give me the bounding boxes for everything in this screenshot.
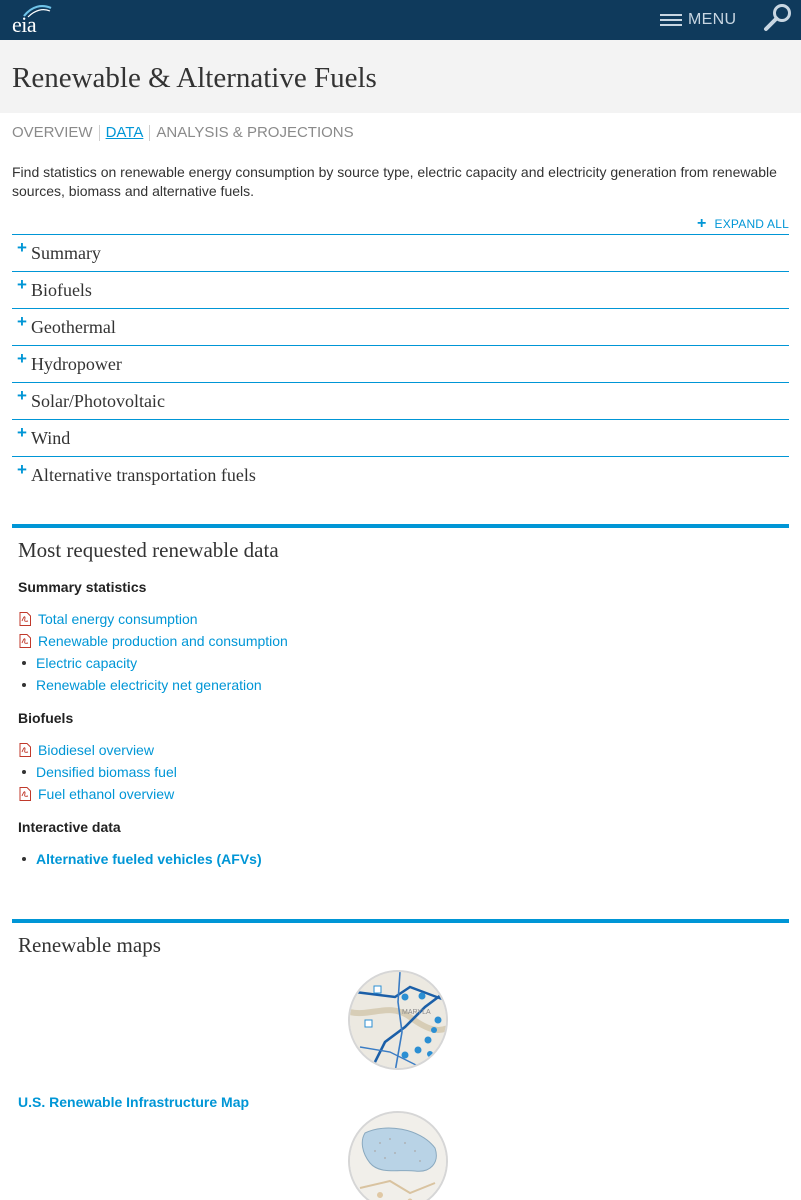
list-item (18, 610, 198, 628)
accordion-label: Summary (30, 242, 101, 263)
bullet-icon (22, 770, 26, 774)
accordion-item-solar[interactable] (12, 382, 789, 419)
renewable-maps-title: Renewable maps (18, 933, 161, 957)
link-fuel-ethanol-overview[interactable]: Fuel ethanol overview (38, 786, 175, 802)
list-item (18, 763, 177, 781)
accordion-label: Wind (30, 427, 71, 448)
search-button[interactable] (762, 2, 794, 34)
subnav-overview[interactable]: OVERVIEW (12, 124, 93, 141)
list-item (18, 676, 262, 694)
accordion-label: Solar/Photovoltaic (30, 390, 165, 411)
data-accordion (12, 234, 789, 493)
accordion-item-geothermal[interactable] (12, 308, 789, 345)
subnav-data[interactable]: DATA (105, 124, 144, 141)
map-thumbnail-image (350, 1113, 448, 1200)
menu-label: MENU (688, 11, 737, 28)
hamburger-icon (660, 12, 682, 28)
link-alternative-fueled-vehicles[interactable]: Alternative fueled vehicles (AFVs) (36, 851, 262, 867)
list-item (18, 654, 137, 672)
bullet-icon (22, 683, 26, 687)
intro-text: Find statistics on renewable energy consumption by source type, electric capacity and electricity generation from renewable sources, biomass and alternative fuels. (12, 164, 777, 199)
accordion-label: Alternative transportation fuels (30, 464, 256, 485)
group-title-biofuels: Biofuels (18, 710, 74, 726)
plus-icon: + (17, 312, 27, 331)
plus-icon: + (17, 349, 27, 368)
accordion-item-hydropower[interactable] (12, 345, 789, 382)
expand-all-label: EXPAND ALL (714, 217, 789, 231)
link-total-energy-consumption[interactable]: Total energy consumption (38, 611, 198, 627)
list-item (18, 850, 262, 868)
second-map-thumbnail[interactable] (348, 1111, 448, 1200)
sub-navigation (12, 124, 354, 141)
infrastructure-map-thumbnail[interactable] (348, 970, 448, 1070)
menu-button[interactable] (660, 8, 736, 32)
title-band (0, 40, 801, 113)
map-label-maryland: MARYLA (402, 1009, 431, 1016)
top-nav-bar (0, 0, 801, 40)
plus-icon: + (17, 386, 27, 405)
link-renewable-production-consumption[interactable]: Renewable production and consumption (38, 633, 288, 649)
group-title-summary-statistics: Summary statistics (18, 579, 147, 595)
link-densified-biomass-fuel[interactable]: Densified biomass fuel (36, 764, 177, 780)
plus-icon: + (17, 238, 27, 257)
link-renewable-electricity-net-generation[interactable]: Renewable electricity net generation (36, 677, 262, 693)
accordion-label: Biofuels (30, 279, 92, 300)
link-electric-capacity[interactable]: Electric capacity (36, 655, 138, 671)
most-requested-title: Most requested renewable data (18, 538, 279, 562)
accordion-item-wind[interactable] (12, 419, 789, 456)
eia-logo[interactable] (12, 4, 52, 36)
accordion-item-summary[interactable] (12, 234, 789, 271)
plus-icon: + (17, 275, 27, 294)
page-title: Renewable & Alternative Fuels (12, 62, 377, 94)
link-biodiesel-overview[interactable]: Biodiesel overview (38, 742, 154, 758)
subnav-analysis-projections[interactable]: ANALYSIS & PROJECTIONS (156, 124, 354, 141)
subnav-divider (99, 125, 100, 141)
group-title-interactive-data: Interactive data (18, 819, 121, 835)
section-divider (12, 919, 789, 923)
accordion-item-alt-fuels[interactable] (12, 456, 789, 493)
pdf-icon (18, 612, 32, 626)
pdf-icon (18, 743, 32, 757)
section-divider (12, 524, 789, 528)
plus-icon: + (17, 460, 27, 479)
list-item (18, 785, 174, 803)
accordion-item-biofuels[interactable] (12, 271, 789, 308)
accordion-label: Hydropower (30, 353, 122, 374)
plus-icon: + (17, 423, 27, 442)
list-item (18, 741, 154, 759)
map-thumbnail-image (350, 972, 448, 1070)
accordion-label: Geothermal (30, 316, 116, 337)
bullet-icon (22, 661, 26, 665)
logo-text: eia (12, 12, 37, 37)
pdf-icon (18, 634, 32, 648)
plus-icon: + (696, 215, 707, 232)
link-us-renewable-infrastructure-map[interactable]: U.S. Renewable Infrastructure Map (18, 1094, 250, 1110)
subnav-divider (149, 125, 150, 141)
bullet-icon (22, 857, 26, 861)
list-item (18, 632, 288, 650)
pdf-icon (18, 787, 32, 801)
search-icon (762, 2, 794, 34)
expand-all-button[interactable] (697, 217, 789, 231)
